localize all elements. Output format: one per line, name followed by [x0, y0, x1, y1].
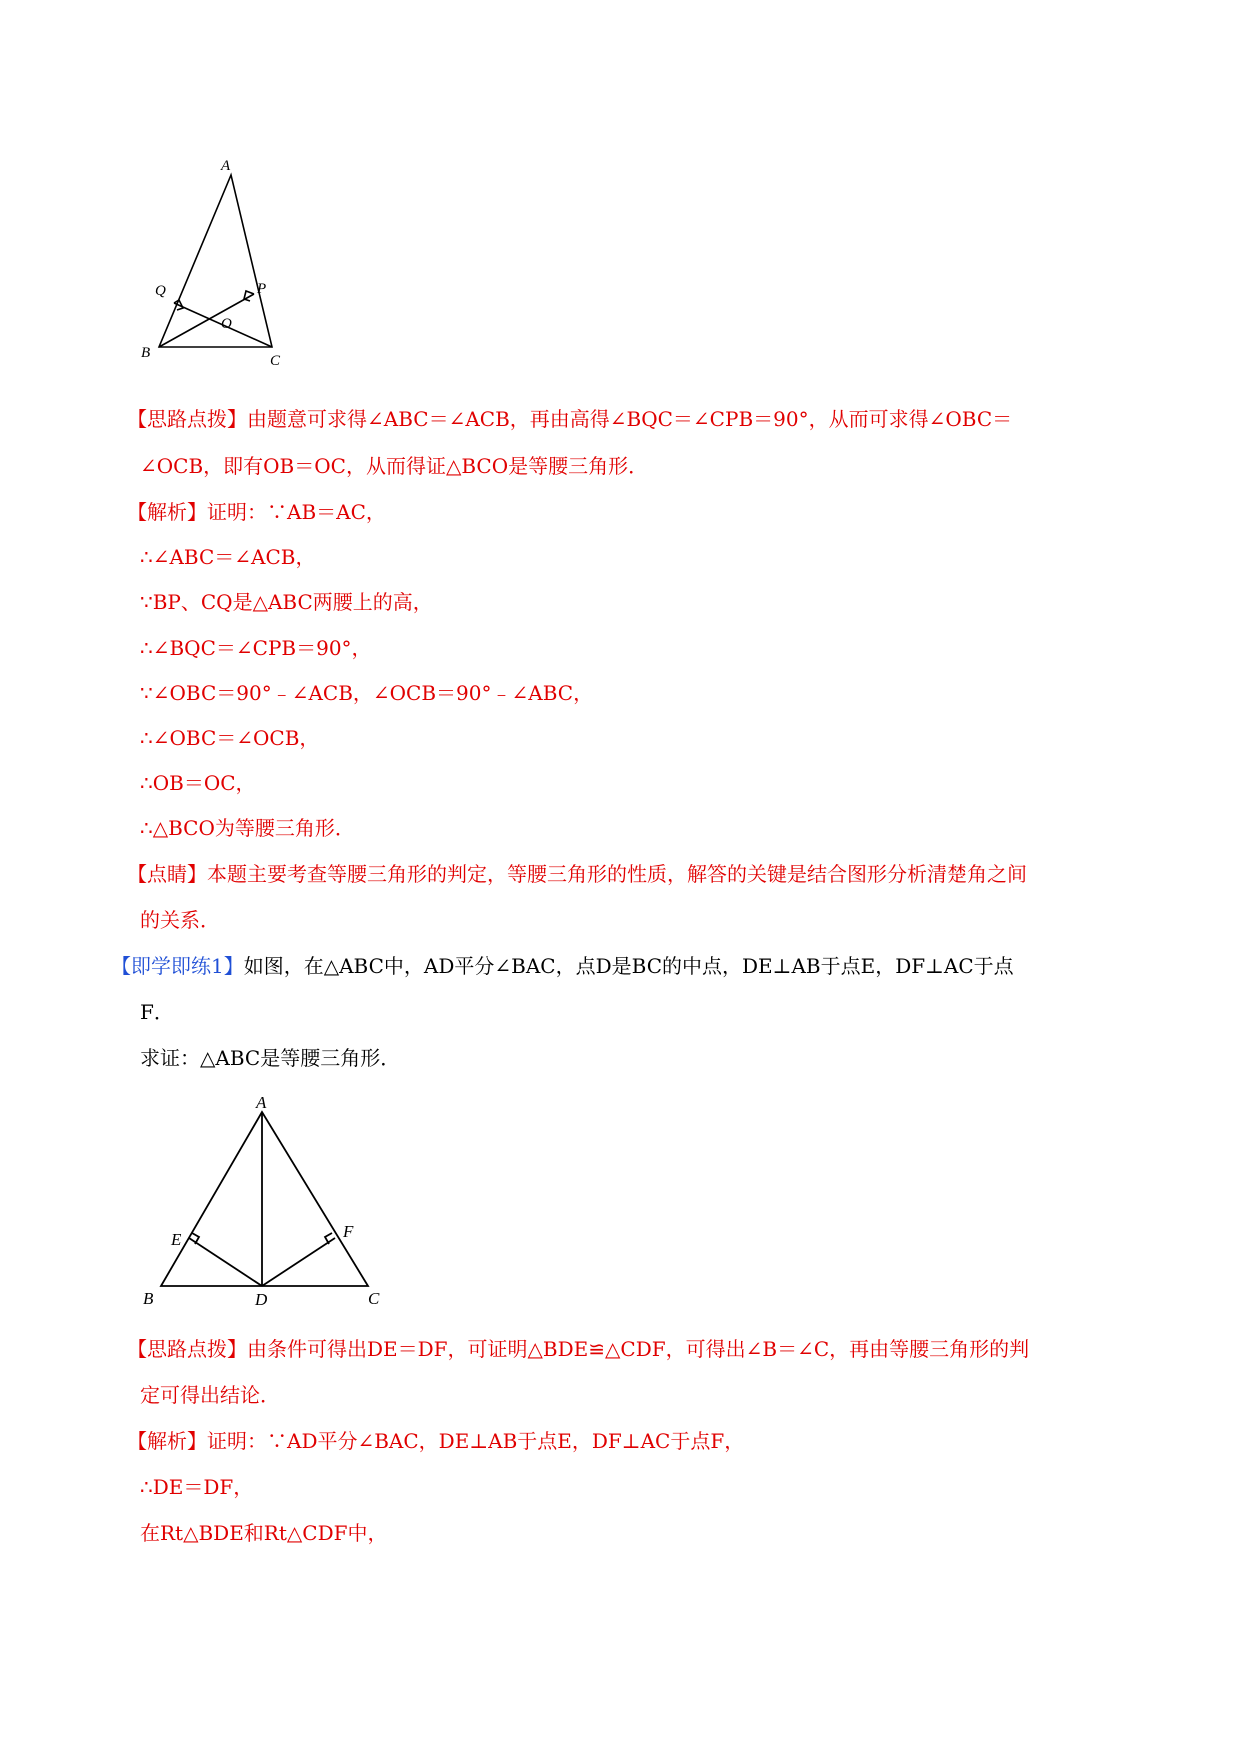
label-e: E [171, 1230, 182, 1249]
comment-line-1: 【点睛】本题主要考查等腰三角形的判定，等腰三角形的性质，解答的关键是结合图形分析清楚角之间 [127, 862, 1027, 886]
hint-line-1: 【思路点拨】由题意可求得∠ABC＝∠ACB，再由高得∠BQC＝∠CPB＝90°，从而可求得∠OBC＝ [127, 407, 1013, 431]
hint-line-2: ∠OCB，即有OB＝OC，从而得证△BCO是等腰三角形． [140, 454, 649, 478]
figure-triangle-bco [120, 150, 320, 375]
hint2-line-2: 定可得出结论． [140, 1383, 280, 1407]
exercise-tag: 【即学即练1】 [111, 954, 244, 978]
step-5: ∴∠OBC＝∠OCB， [140, 726, 320, 750]
label-c2: C [368, 1289, 380, 1308]
altitude-bp [159, 294, 254, 347]
step-4: ∵∠OBC＝90°﹣∠ACB，∠OCB＝90°﹣∠ABC， [140, 681, 594, 705]
step-6: ∴OB＝OC， [140, 771, 256, 795]
label-o: O [221, 316, 232, 332]
step-2: ∵BP、CQ是△ABC两腰上的高， [140, 590, 433, 614]
step-1: ∴∠ABC＝∠ACB， [140, 545, 316, 569]
step-3: ∴∠BQC＝∠CPB＝90°， [140, 636, 372, 660]
perpendicular-df [262, 1238, 335, 1286]
step-7: ∴△BCO为等腰三角形． [140, 816, 355, 840]
label-d: D [255, 1290, 268, 1309]
right-angle-mark-f [325, 1233, 332, 1244]
label-a2: A [256, 1093, 267, 1112]
figure-triangle-def [135, 1090, 395, 1315]
step2-1: ∴DE＝DF， [140, 1475, 254, 1499]
step2-2: 在Rt△BDE和Rt△CDF中， [140, 1521, 388, 1545]
analysis2-line: 【解析】证明：∵AD平分∠BAC，DE⊥AB于点E，DF⊥AC于点F， [127, 1429, 745, 1453]
label-a: A [221, 158, 231, 174]
hint2-line-1: 【思路点拨】由条件可得出DE＝DF，可证明△BDE≌△CDF，可得出∠B＝∠C，再由等腰三角形的判 [127, 1337, 1030, 1361]
exercise-line-2: F． [140, 1000, 174, 1024]
analysis-line: 【解析】证明：∵AB＝AC， [127, 500, 386, 524]
label-p: P [257, 281, 267, 297]
exercise-prove: 求证：△ABC是等腰三角形． [140, 1046, 401, 1070]
perpendicular-de [189, 1238, 262, 1286]
label-c: C [270, 353, 281, 369]
label-b2: B [143, 1289, 154, 1308]
label-f: F [343, 1222, 354, 1241]
right-angle-mark-e [192, 1233, 199, 1244]
triangle-abc-2 [161, 1112, 368, 1286]
figure-triangle-bco-svg [120, 150, 320, 375]
label-b: B [141, 345, 151, 361]
label-q: Q [155, 283, 166, 299]
figure-triangle-def-svg [135, 1090, 395, 1315]
comment-line-2: 的关系． [140, 908, 220, 932]
exercise-text: 如图，在△ABC中，AD平分∠BAC，点D是BC的中点，DE⊥AB于点E，DF⊥AC于点 [243, 954, 1014, 978]
exercise-line-1 [111, 951, 1014, 981]
